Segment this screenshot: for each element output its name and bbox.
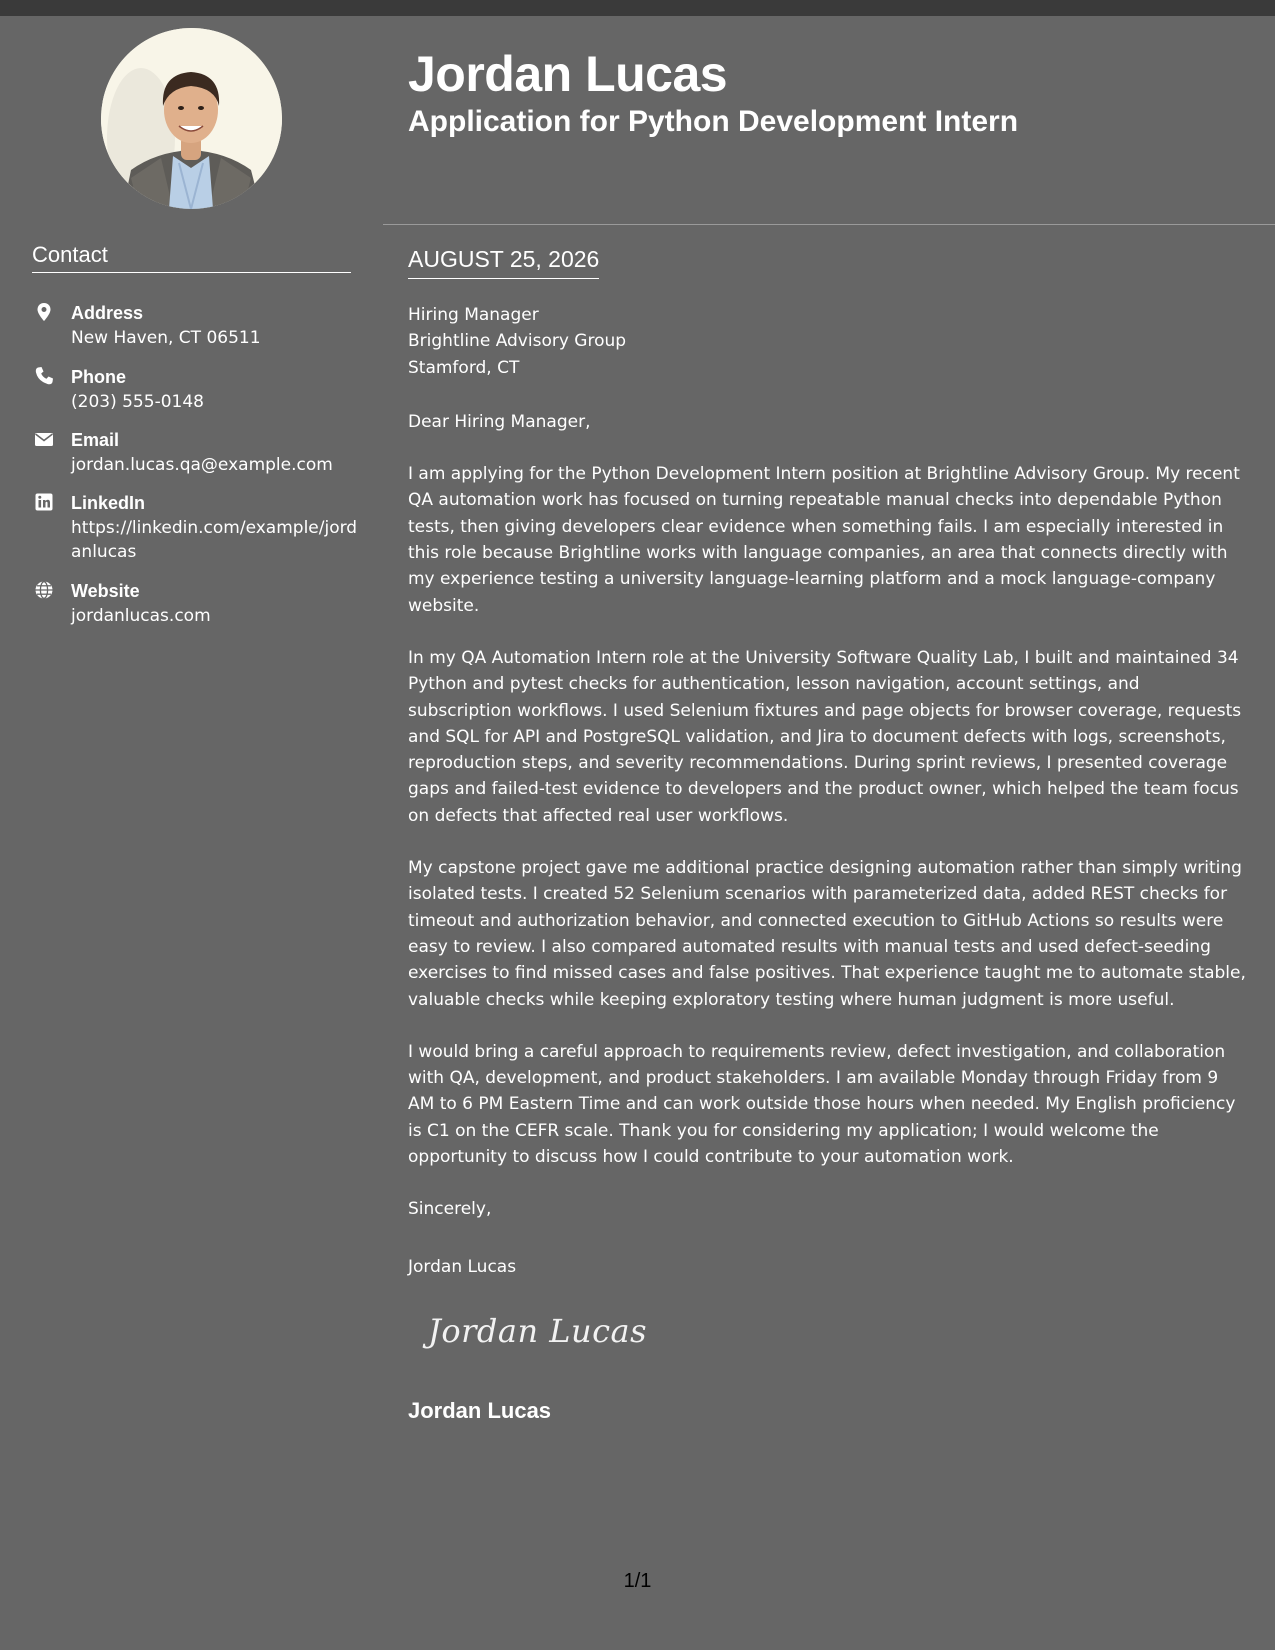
letter-paragraph: My capstone project gave me additional practice designing automation rather than simply writing isolated tests. I created 52 Selenium scenarios with parameterized data, added REST checks for timeout and authorization behavior, and connected execution to GitHub Actions so results were easy to review. I also compared automated results with manual tests and used defect-seeding exercises to find missed cases and false positives. That experience taught me to automate stable, valuable checks while keeping exploratory testing where human judgment is more useful.	[408, 858, 1246, 1010]
location-pin-icon	[34, 302, 54, 322]
contact-value: jordan.lucas.qa@example.com	[71, 455, 333, 475]
contact-value: (203) 555-0148	[71, 392, 204, 412]
sender-name-bold: Jordan Lucas	[408, 1398, 552, 1423]
contact-label: Address	[71, 303, 144, 323]
contact-heading: Contact	[32, 242, 351, 273]
globe-icon	[34, 580, 54, 600]
contact-label: LinkedIn	[71, 493, 146, 513]
letter-paragraph: I would bring a careful approach to requirements review, defect investigation, and collaboration with QA, development, and product stakeholders. I am available Monday through Friday from 9 AM to 6 PM Eastern Time and can work outside those hours when needed. My English proficiency is C1 on the CEFR scale. Thank you for considering my application; I would welcome the opportunity to discuss how I could contribute to your automation work.	[408, 1041, 1236, 1168]
contact-value[interactable]: jordanlucas.com	[71, 606, 211, 626]
page-number: 1/1	[623, 1570, 652, 1592]
salutation: Dear Hiring Manager,	[408, 411, 591, 432]
closing: Sincerely,	[408, 1199, 492, 1220]
recipient-line: Stamford, CT	[408, 357, 520, 378]
envelope-icon	[34, 429, 54, 449]
letter-date: AUGUST 25, 2026	[408, 244, 599, 279]
contact-label: Website	[71, 581, 140, 601]
phone-icon	[34, 366, 54, 386]
applicant-name: Jordan Lucas	[408, 46, 728, 102]
sender-name-typed: Jordan Lucas	[408, 1257, 517, 1277]
linkedin-icon	[34, 492, 54, 512]
recipient-block	[408, 302, 1248, 381]
sidebar	[0, 16, 383, 1650]
letter-paragraph: In my QA Automation Intern role at the University Software Quality Lab, I built and maintained 34 Python and pytest checks for authentication, lesson navigation, account settings, and subscription workflows. I used Selenium fixtures and page objects for browser coverage, requests and SQL for API and PostgreSQL validation, and Jira to document defects with logs, screenshots, reproduction steps, and severity recommendations. During sprint reviews, I presented coverage gaps and failed-test evidence to developers and the product owner, which helped the team focus on defects that affected real user workflows.	[408, 647, 1242, 826]
handwritten-signature: Jordan Lucas	[428, 1312, 648, 1350]
recipient-line: Hiring Manager	[408, 305, 539, 325]
recipient-line: Brightline Advisory Group	[408, 331, 627, 352]
letter-body	[408, 302, 1248, 1223]
top-bar	[0, 0, 1275, 16]
application-title: Application for Python Development Intern	[408, 105, 1019, 138]
contact-label: Email	[71, 430, 120, 450]
avatar	[101, 28, 282, 209]
letter-paragraph: I am applying for the Python Development Intern position at Brightline Advisory Group. My recent QA automation work has focused on turning repeatable manual checks into dependable Python tests, then giving developers clear evidence when something fails. I am especially interested in this role because Brightline works with language companies, an area that connects directly with my experience testing a university language-learning platform and a mock language-company website.	[408, 464, 1240, 616]
contact-label: Phone	[71, 367, 127, 387]
contact-value[interactable]: https://linkedin.com/example/jordanlucas	[71, 518, 358, 562]
contact-value: New Haven, CT 06511	[71, 328, 261, 348]
header-divider	[383, 224, 1275, 225]
